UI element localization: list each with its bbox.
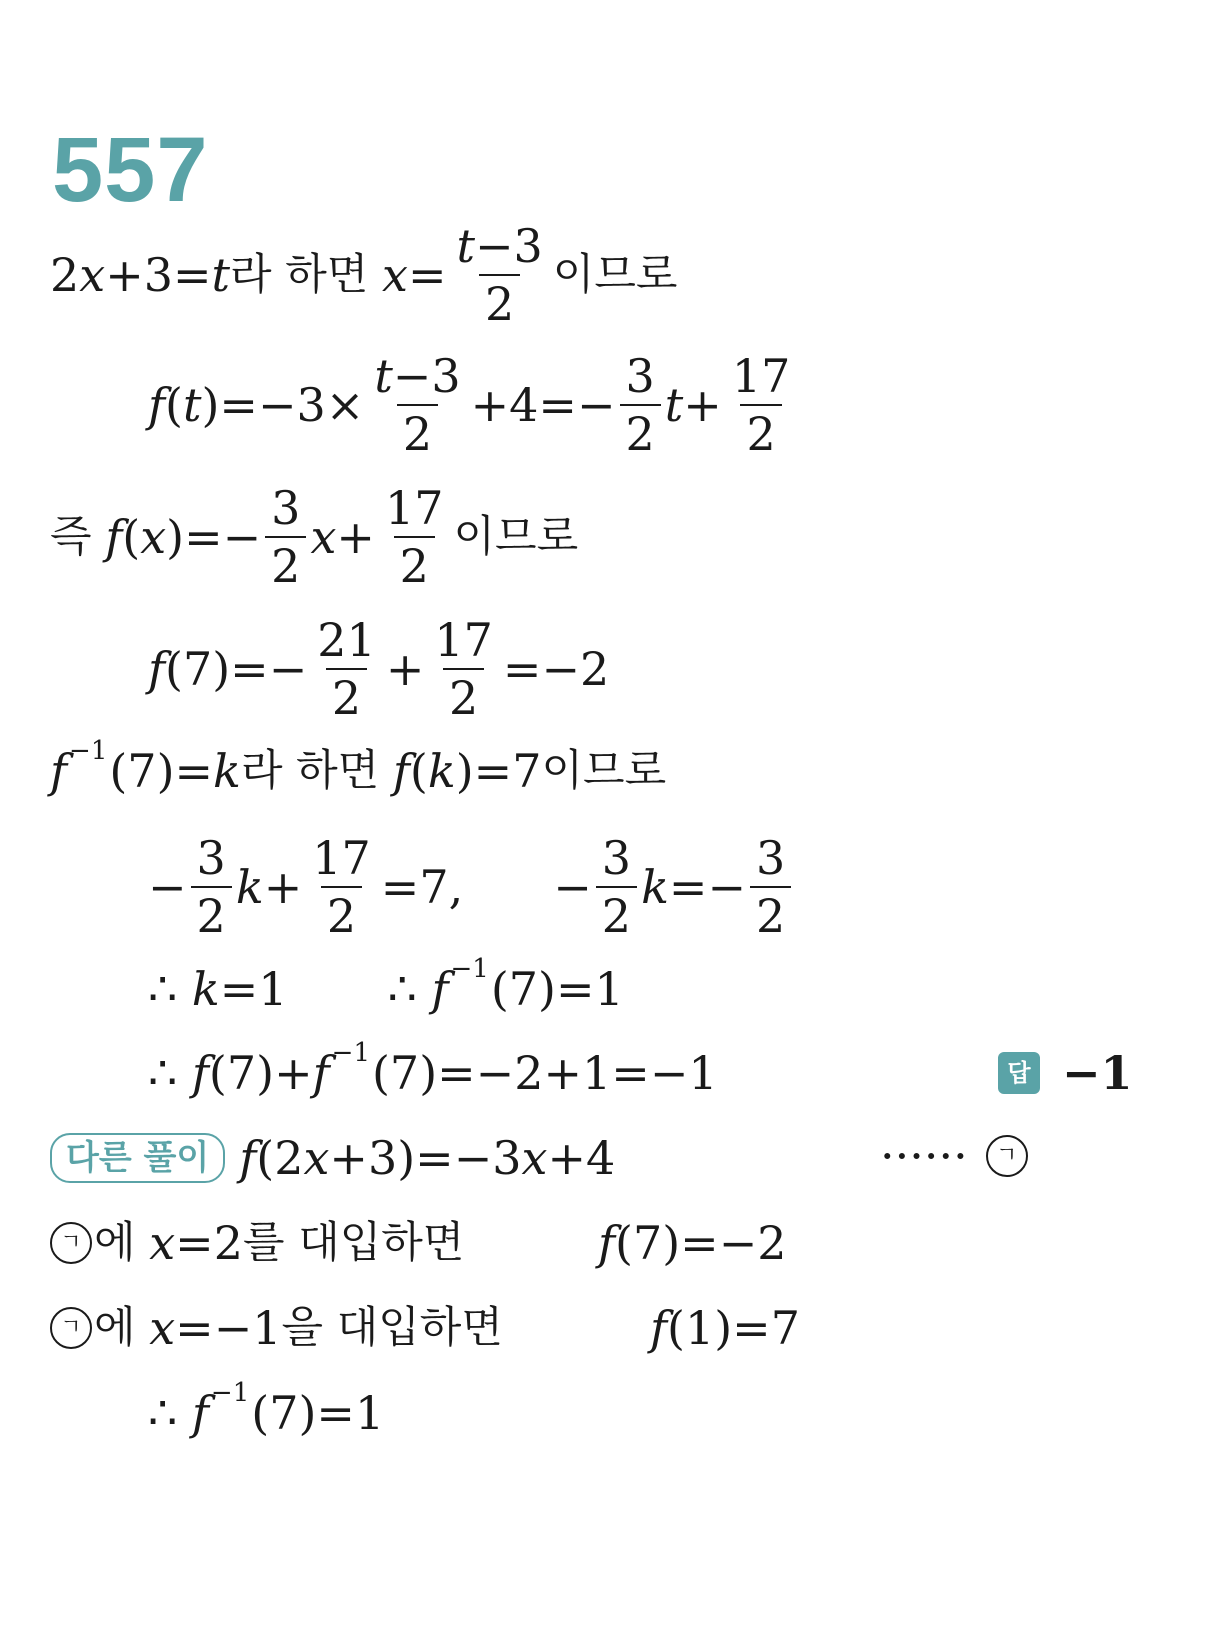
line-8: [148, 1038, 718, 1100]
circled-giyeok-mark: ㄱ: [50, 1222, 92, 1264]
math-expr: (7)=1: [251, 1386, 385, 1440]
denominator: 2: [191, 886, 232, 940]
fraction: [311, 613, 382, 726]
fraction: [620, 349, 661, 462]
answer-value: −1: [1062, 1046, 1133, 1100]
line-12: [148, 1378, 385, 1440]
korean-text: 즉: [50, 511, 106, 562]
denominator: 2: [321, 886, 362, 940]
math-expr: 𝑘=−: [641, 860, 747, 915]
math-expr: 𝑥+: [310, 510, 375, 565]
fraction: [750, 831, 791, 944]
numerator: 21: [317, 613, 376, 667]
fraction: [368, 349, 466, 462]
math-expr: =7,: [380, 860, 464, 915]
korean-text: 이므로: [453, 511, 579, 562]
math-expr: ∴ 𝑓(7)+𝑓: [148, 1046, 330, 1100]
math-expr: 𝑓(7)=−2: [598, 1216, 787, 1270]
numerator: 17: [731, 349, 791, 403]
math-expr: ∴ 𝑓: [148, 1386, 209, 1440]
equation-tag: [880, 1129, 1030, 1183]
numerator: 𝑡−3: [374, 349, 461, 403]
fraction: [306, 831, 377, 944]
math-expr: +4=−: [470, 378, 616, 433]
denominator: 2: [750, 886, 791, 940]
denominator: 2: [397, 404, 438, 458]
math-expr: 𝑓(2𝑥+3)=−3𝑥+4: [239, 1131, 616, 1185]
circled-giyeok-mark: ㄱ: [986, 1135, 1028, 1177]
numerator: 3: [756, 831, 786, 885]
line-1: [50, 219, 678, 332]
line-10-result: [598, 1216, 787, 1270]
math-expr: 𝑓(𝑘)=7: [392, 744, 542, 798]
math-expr: =−2: [502, 642, 610, 697]
korean-text: 에: [94, 1302, 150, 1353]
korean-text: 에: [94, 1217, 150, 1268]
leader-dots: ······: [880, 1129, 968, 1183]
denominator: 2: [596, 886, 637, 940]
numerator: 17: [384, 481, 444, 535]
math-expr: 𝑓(𝑡)=−3×: [148, 378, 365, 433]
superscript: −1: [210, 1378, 250, 1408]
math-expr: (7)=−2+1=−1: [371, 1046, 718, 1100]
denominator: 2: [443, 668, 484, 722]
math-expr: ∴ 𝑘=1: [148, 962, 288, 1016]
math-expr: −: [553, 860, 592, 915]
answer-badge: 답: [998, 1052, 1040, 1094]
fraction: [596, 831, 637, 944]
math-expr: ∴ 𝑓: [387, 962, 449, 1016]
math-expr: 𝑓: [50, 744, 68, 798]
math-expr: 𝑓(𝑥)=−: [105, 510, 262, 565]
fraction: [379, 481, 450, 594]
denominator: 2: [620, 404, 661, 458]
numerator: 17: [434, 613, 493, 667]
numerator: 3: [601, 831, 632, 885]
circled-giyeok-mark: ㄱ: [50, 1307, 92, 1349]
numerator: 3: [271, 481, 301, 535]
line-5: [50, 736, 667, 798]
fraction: [726, 349, 797, 462]
denominator: 2: [394, 536, 435, 590]
math-expr: 𝑥=−1: [149, 1301, 282, 1355]
line-6: [148, 831, 795, 944]
korean-text: 이므로: [552, 249, 678, 300]
denominator: 2: [479, 274, 520, 328]
problem-number: 557: [52, 119, 209, 221]
denominator: 2: [265, 536, 306, 590]
line-2: [148, 349, 800, 462]
line-10: [50, 1216, 465, 1270]
numerator: 3: [196, 831, 226, 885]
line-11-result: [650, 1301, 800, 1355]
fraction: [191, 831, 232, 944]
fraction: [451, 219, 549, 332]
fraction: [265, 481, 306, 594]
korean-text: 이므로: [541, 745, 667, 796]
line-11: [50, 1301, 503, 1355]
korean-text: 라 하면: [230, 249, 382, 300]
line-3: [50, 481, 579, 594]
math-expr: −: [148, 860, 187, 915]
line-7: [148, 954, 624, 1016]
fraction: [428, 613, 499, 726]
superscript: −1: [69, 736, 108, 766]
numerator: 17: [312, 831, 371, 885]
korean-text: 를 대입하면: [242, 1217, 465, 1268]
alt-solution-badge: 다른 풀이: [50, 1133, 225, 1183]
superscript: −1: [450, 954, 489, 984]
math-expr: 𝑓(7)=−: [148, 642, 308, 697]
math-expr: 𝑓(1)=7: [650, 1301, 800, 1355]
denominator: 2: [326, 668, 367, 722]
math-expr: 2𝑥+3=𝑡: [50, 248, 231, 303]
math-expr: (7)=𝑘: [109, 744, 241, 798]
math-expr: (7)=1: [490, 962, 624, 1016]
math-expr: 𝑥=2: [149, 1216, 243, 1270]
numerator: 𝑡−3: [456, 219, 543, 273]
korean-text: 라 하면: [240, 745, 393, 796]
math-expr: +: [385, 642, 425, 697]
math-expr: 𝑘+: [235, 860, 303, 915]
math-expr: 𝑡+: [664, 378, 722, 433]
denominator: 2: [740, 404, 781, 458]
superscript: −1: [331, 1038, 370, 1068]
korean-text: 을 대입하면: [281, 1302, 503, 1353]
line-9: [50, 1133, 615, 1183]
math-expr: 𝑥=: [382, 248, 447, 303]
answer-block: [998, 1046, 1133, 1100]
line-4: [148, 613, 610, 726]
numerator: 3: [625, 349, 655, 403]
